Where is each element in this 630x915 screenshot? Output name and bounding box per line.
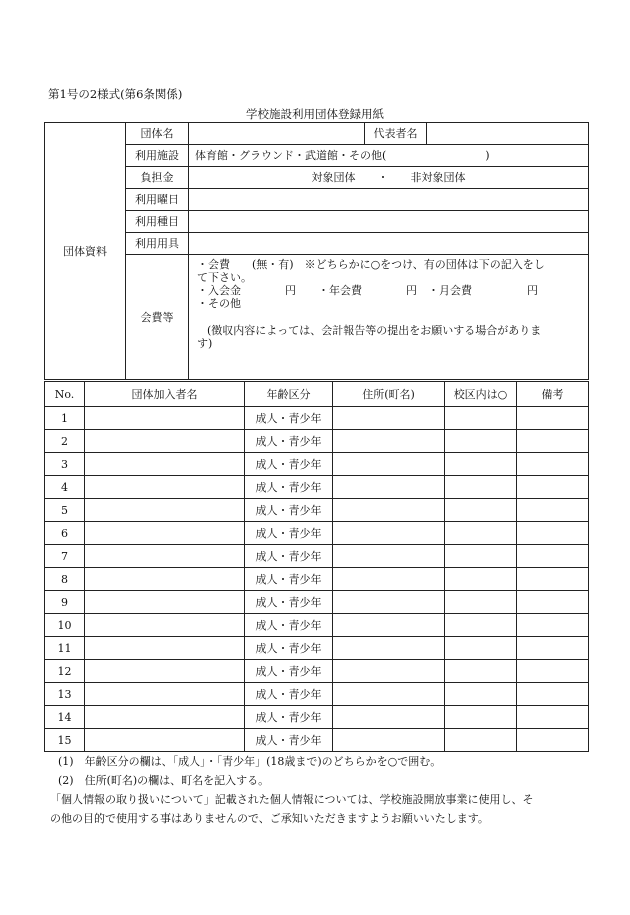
age-category-option[interactable]: 成人・青少年 <box>245 683 333 706</box>
table-row <box>45 706 589 729</box>
age-category-option[interactable]: 成人・青少年 <box>245 499 333 522</box>
table-row <box>45 637 589 660</box>
member-name-field[interactable] <box>85 637 245 660</box>
district-field[interactable] <box>445 729 517 752</box>
remarks-field[interactable] <box>517 683 589 706</box>
address-field[interactable] <box>333 706 445 729</box>
age-category-option[interactable]: 成人・青少年 <box>245 729 333 752</box>
row-number: 12 <box>45 660 85 683</box>
remarks-field[interactable] <box>517 706 589 729</box>
row-number: 6 <box>45 522 85 545</box>
district-field[interactable] <box>445 407 517 430</box>
form-id: 第1号の2様式(第6条関係) <box>48 87 183 101</box>
table-row <box>45 499 589 522</box>
col-header-district: 校区内は○ <box>445 382 517 407</box>
fee-line: ・入会金 円 ・年会費 円 ・月会費 円 <box>197 284 538 297</box>
table-row <box>45 476 589 499</box>
col-header-no: No. <box>45 382 85 407</box>
remarks-field[interactable] <box>517 430 589 453</box>
fee-details[interactable] <box>189 255 589 380</box>
member-name-field[interactable] <box>85 545 245 568</box>
district-field[interactable] <box>445 683 517 706</box>
members-table <box>44 381 589 752</box>
age-category-option[interactable]: 成人・青少年 <box>245 660 333 683</box>
address-field[interactable] <box>333 568 445 591</box>
remarks-field[interactable] <box>517 729 589 752</box>
remarks-field[interactable] <box>517 568 589 591</box>
member-name-field[interactable] <box>85 499 245 522</box>
age-category-option[interactable]: 成人・青少年 <box>245 522 333 545</box>
group-name-label: 団体名 <box>126 123 189 145</box>
col-header-remarks: 備考 <box>517 382 589 407</box>
address-field[interactable] <box>333 407 445 430</box>
address-field[interactable] <box>333 729 445 752</box>
member-name-field[interactable] <box>85 706 245 729</box>
district-field[interactable] <box>445 476 517 499</box>
table-row <box>45 660 589 683</box>
representative-label: 代表者名 <box>365 123 427 145</box>
row-number: 2 <box>45 430 85 453</box>
member-name-field[interactable] <box>85 522 245 545</box>
address-field[interactable] <box>333 660 445 683</box>
member-name-field[interactable] <box>85 683 245 706</box>
district-field[interactable] <box>445 430 517 453</box>
row-number: 8 <box>45 568 85 591</box>
remarks-field[interactable] <box>517 591 589 614</box>
col-header-address: 住所(町名) <box>333 382 445 407</box>
burden-label: 負担金 <box>126 167 189 189</box>
table-row <box>45 522 589 545</box>
district-field[interactable] <box>445 568 517 591</box>
table-row <box>45 430 589 453</box>
address-field[interactable] <box>333 545 445 568</box>
usage-type-label: 利用種目 <box>126 211 189 233</box>
member-name-field[interactable] <box>85 660 245 683</box>
equipment-label: 利用用具 <box>126 233 189 255</box>
address-field[interactable] <box>333 614 445 637</box>
table-row <box>45 453 589 476</box>
remarks-field[interactable] <box>517 522 589 545</box>
address-field[interactable] <box>333 591 445 614</box>
member-name-field[interactable] <box>85 614 245 637</box>
fee-line: ・会費 (無・有) ※どちらかに○をつけ、有の団体は下の記入をし <box>197 258 545 271</box>
address-field[interactable] <box>333 476 445 499</box>
row-number: 10 <box>45 614 85 637</box>
remarks-field[interactable] <box>517 660 589 683</box>
address-field[interactable] <box>333 683 445 706</box>
table-row <box>45 614 589 637</box>
member-name-field[interactable] <box>85 407 245 430</box>
district-field[interactable] <box>445 614 517 637</box>
fee-label: 会費等 <box>126 255 189 380</box>
row-number: 9 <box>45 591 85 614</box>
age-category-option[interactable]: 成人・青少年 <box>245 407 333 430</box>
privacy-notice-2: の他の目的で使用する事はありませんので、ご承知いただきますようお願いいたします。 <box>50 812 489 825</box>
group-section-label: 団体資料 <box>45 123 126 380</box>
member-name-field[interactable] <box>85 591 245 614</box>
row-number: 15 <box>45 729 85 752</box>
district-field[interactable] <box>445 660 517 683</box>
age-category-option[interactable]: 成人・青少年 <box>245 591 333 614</box>
group-info-table <box>44 122 589 380</box>
address-field[interactable] <box>333 430 445 453</box>
address-field[interactable] <box>333 522 445 545</box>
row-number: 7 <box>45 545 85 568</box>
age-category-option[interactable]: 成人・青少年 <box>245 637 333 660</box>
footer-note-2: (2) 住所(町名)の欄は、町名を記入する。 <box>58 774 270 787</box>
district-field[interactable] <box>445 591 517 614</box>
remarks-field[interactable] <box>517 499 589 522</box>
district-field[interactable] <box>445 522 517 545</box>
member-name-field[interactable] <box>85 568 245 591</box>
table-row <box>45 407 589 430</box>
footer-notes <box>50 752 534 828</box>
fee-line: ・その他 <box>197 297 241 310</box>
age-category-option[interactable]: 成人・青少年 <box>245 545 333 568</box>
usage-day-label: 利用曜日 <box>126 189 189 211</box>
usage-type-field[interactable] <box>189 211 589 233</box>
row-number: 3 <box>45 453 85 476</box>
facility-label: 利用施設 <box>126 145 189 167</box>
fee-note: (徴収内容によっては、会計報告等の提出をお願いする場合がありま <box>207 324 542 337</box>
district-field[interactable] <box>445 545 517 568</box>
burden-options[interactable]: 対象団体 ・ 非対象団体 <box>189 167 589 189</box>
facility-options[interactable]: 体育館・グラウンド・武道館・その他( ) <box>189 145 589 167</box>
col-header-name: 団体加入者名 <box>85 382 245 407</box>
district-field[interactable] <box>445 499 517 522</box>
member-name-field[interactable] <box>85 729 245 752</box>
table-row <box>45 683 589 706</box>
age-category-option[interactable]: 成人・青少年 <box>245 568 333 591</box>
equipment-field[interactable] <box>189 233 589 255</box>
age-category-option[interactable]: 成人・青少年 <box>245 476 333 499</box>
table-row <box>45 591 589 614</box>
remarks-field[interactable] <box>517 453 589 476</box>
row-number: 4 <box>45 476 85 499</box>
remarks-field[interactable] <box>517 545 589 568</box>
remarks-field[interactable] <box>517 476 589 499</box>
footer-note-1: (1) 年齢区分の欄は、「成人」・「青少年」(18歳まで)のどちらかを○で囲む。 <box>58 755 442 768</box>
fee-note: す) <box>197 337 213 350</box>
address-field[interactable] <box>333 453 445 476</box>
usage-day-field[interactable] <box>189 189 589 211</box>
district-field[interactable] <box>445 637 517 660</box>
table-row <box>45 729 589 752</box>
col-header-age: 年齢区分 <box>245 382 333 407</box>
fee-line: て下さい。 <box>197 271 252 284</box>
group-name-field[interactable] <box>189 123 365 145</box>
address-field[interactable] <box>333 637 445 660</box>
remarks-field[interactable] <box>517 614 589 637</box>
member-name-field[interactable] <box>85 430 245 453</box>
row-number: 13 <box>45 683 85 706</box>
district-field[interactable] <box>445 453 517 476</box>
address-field[interactable] <box>333 499 445 522</box>
remarks-field[interactable] <box>517 407 589 430</box>
district-field[interactable] <box>445 706 517 729</box>
row-number: 5 <box>45 499 85 522</box>
privacy-notice-1: 「個人情報の取り扱いについて」記載された個人情報については、学校施設開放事業に使用し、そ <box>50 793 534 806</box>
age-category-option[interactable]: 成人・青少年 <box>245 453 333 476</box>
table-row <box>45 568 589 591</box>
row-number: 11 <box>45 637 85 660</box>
table-row <box>45 545 589 568</box>
row-number: 14 <box>45 706 85 729</box>
member-name-field[interactable] <box>85 453 245 476</box>
age-category-option[interactable]: 成人・青少年 <box>245 614 333 637</box>
member-name-field[interactable] <box>85 476 245 499</box>
members-header-row <box>45 382 589 407</box>
row-number: 1 <box>45 407 85 430</box>
age-category-option[interactable]: 成人・青少年 <box>245 430 333 453</box>
document-title: 学校施設利用団体登録用紙 <box>246 107 384 121</box>
age-category-option[interactable]: 成人・青少年 <box>245 706 333 729</box>
remarks-field[interactable] <box>517 637 589 660</box>
representative-field[interactable] <box>427 123 589 145</box>
